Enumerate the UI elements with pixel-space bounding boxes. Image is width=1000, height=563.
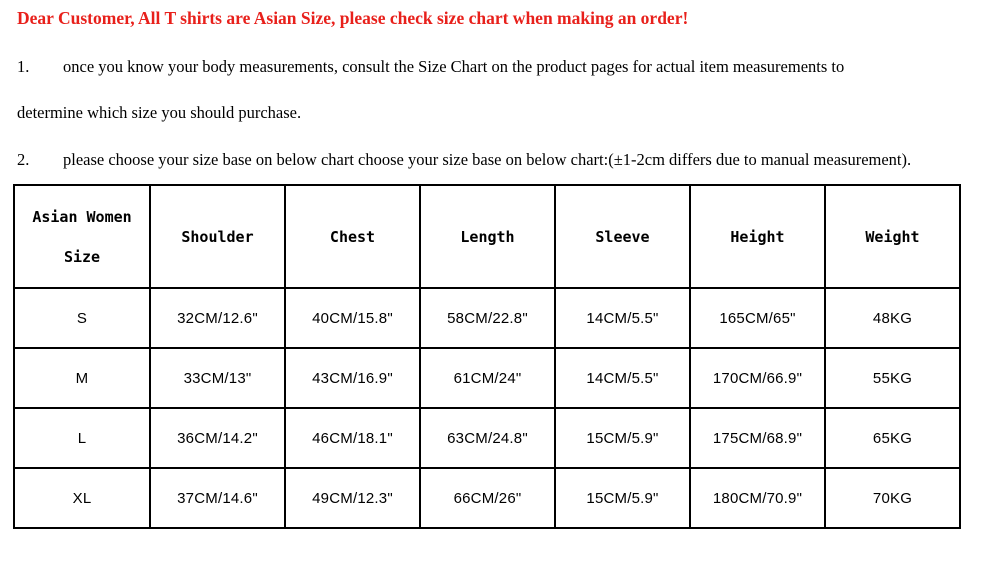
instruction-1-continuation: determine which size you should purchase. xyxy=(17,103,302,122)
cell-height: 165CM/65" xyxy=(690,288,825,348)
cell-height: 170CM/66.9" xyxy=(690,348,825,408)
table-header-row xyxy=(14,185,960,288)
table-row xyxy=(14,288,960,348)
cell-chest: 49CM/12.3" xyxy=(285,468,420,528)
header-sleeve: Sleeve xyxy=(555,185,690,288)
cell-chest: 46CM/18.1" xyxy=(285,408,420,468)
instruction-1-number: 1. xyxy=(17,57,30,76)
size-chart-table xyxy=(13,184,961,529)
header-shoulder: Shoulder xyxy=(150,185,285,288)
header-size-line2: Size xyxy=(63,247,101,266)
cell-height: 175CM/68.9" xyxy=(690,408,825,468)
cell-chest: 40CM/15.8" xyxy=(285,288,420,348)
cell-length: 63CM/24.8" xyxy=(420,408,555,468)
cell-height: 180CM/70.9" xyxy=(690,468,825,528)
cell-shoulder: 32CM/12.6" xyxy=(150,288,285,348)
cell-weight: 48KG xyxy=(825,288,960,348)
cell-sleeve: 15CM/5.9" xyxy=(555,468,690,528)
table-row xyxy=(14,348,960,408)
table-row xyxy=(14,408,960,468)
cell-size: L xyxy=(14,408,150,468)
header-length: Length xyxy=(420,185,555,288)
cell-length: 58CM/22.8" xyxy=(420,288,555,348)
header-height: Height xyxy=(690,185,825,288)
cell-shoulder: 33CM/13" xyxy=(150,348,285,408)
cell-weight: 55KG xyxy=(825,348,960,408)
header-size-line1: Asian Women xyxy=(32,207,132,226)
cell-length: 61CM/24" xyxy=(420,348,555,408)
customer-notice: Dear Customer, All T shirts are Asian Size, please check size chart when making an order! xyxy=(17,8,689,28)
cell-weight: 70KG xyxy=(825,468,960,528)
cell-shoulder: 37CM/14.6" xyxy=(150,468,285,528)
cell-length: 66CM/26" xyxy=(420,468,555,528)
instruction-2-text: please choose your size base on below chart choose your size base on below chart:(±1-2cm differs due to manual measurement). xyxy=(63,150,912,169)
cell-shoulder: 36CM/14.2" xyxy=(150,408,285,468)
cell-size: S xyxy=(14,288,150,348)
instruction-1-text: once you know your body measurements, consult the Size Chart on the product pages for actual item measurements to xyxy=(63,57,845,76)
header-size xyxy=(14,185,150,288)
cell-size: XL xyxy=(14,468,150,528)
cell-sleeve: 14CM/5.5" xyxy=(555,288,690,348)
cell-size: M xyxy=(14,348,150,408)
table-row xyxy=(14,468,960,528)
cell-sleeve: 14CM/5.5" xyxy=(555,348,690,408)
cell-sleeve: 15CM/5.9" xyxy=(555,408,690,468)
header-weight: Weight xyxy=(825,185,960,288)
cell-chest: 43CM/16.9" xyxy=(285,348,420,408)
cell-weight: 65KG xyxy=(825,408,960,468)
header-chest: Chest xyxy=(285,185,420,288)
instruction-2-number: 2. xyxy=(17,150,30,169)
